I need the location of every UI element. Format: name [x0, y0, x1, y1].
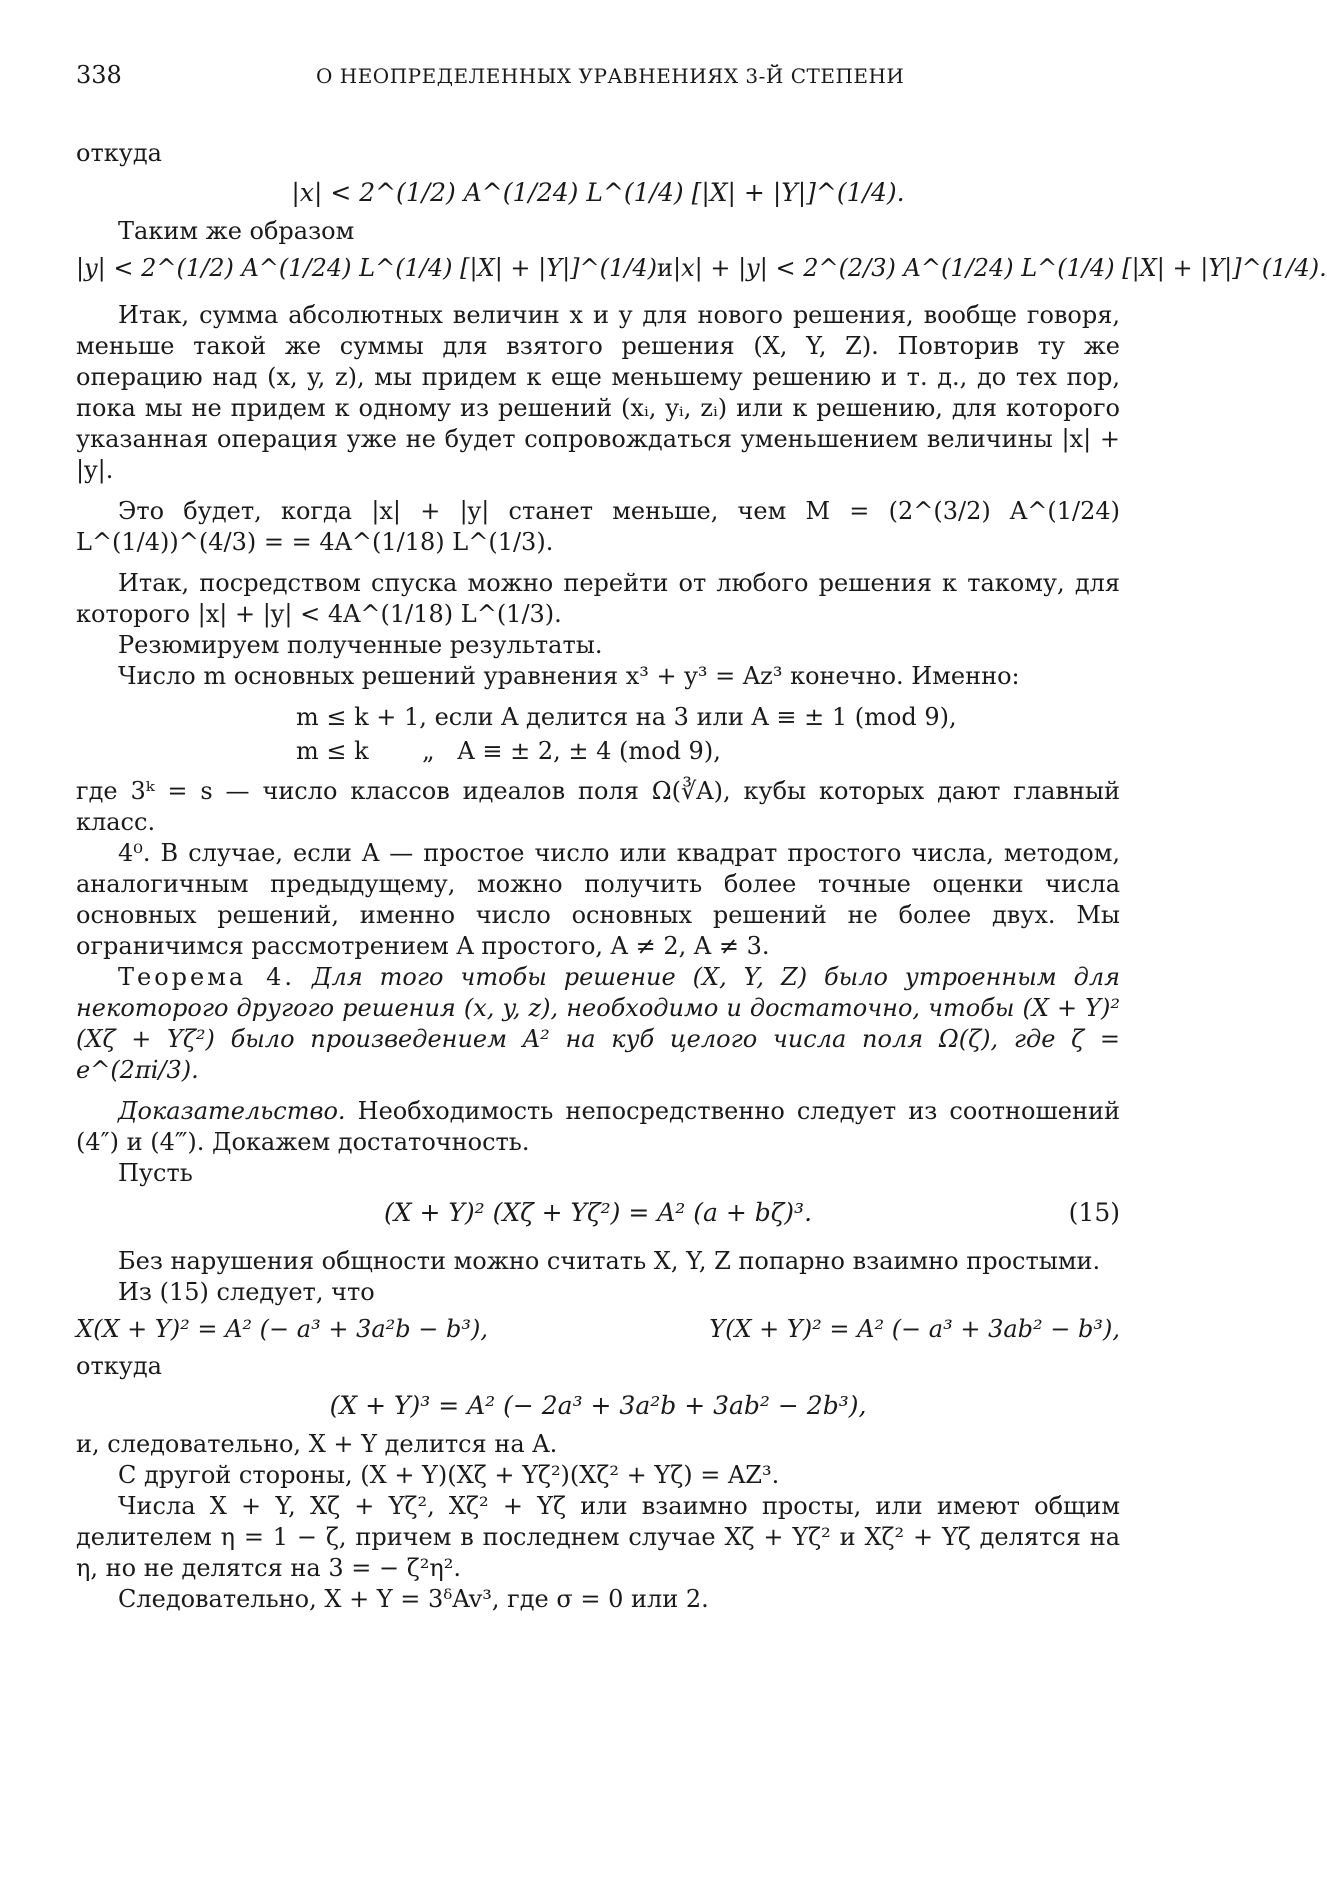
paragraph: Итак, посредством спуска можно перейти от любого решения к такому, для которого |x| + |y| < 4A^(1/18) L^(1/3). [76, 569, 1120, 628]
page-number: 338 [76, 61, 122, 89]
proof-label: Доказательство. [118, 1097, 346, 1125]
formula: |y| < 2^(1/2) A^(1/24) L^(1/4) [|X| + |Y|]^(1/4) [76, 254, 658, 282]
paragraph: Без нарушения общности можно считать X, Y, Z попарно взаимно простыми. [118, 1247, 1101, 1275]
conjunction: и [657, 254, 674, 282]
paragraph: С другой стороны, (X + Y)(Xζ + Yζ²)(Xζ² + Yζ) = AZ³. [118, 1461, 780, 1489]
paragraph: и, следовательно, X + Y делится на A. [76, 1430, 558, 1458]
paragraph: Число m основных решений уравнения x³ + y³ = Az³ конечно. Именно: [118, 662, 1020, 690]
theorem [76, 962, 1120, 1086]
page-header [76, 60, 1120, 110]
case-line: m ≤ k + 1, если A делится на 3 или A ≡ ± 1 (mod 9), [296, 703, 957, 731]
paragraph: 4⁰. В случае, если A — простое число или квадрат простого числа, методом, аналогичным предыдущему, можно получить более точные оценки числа основных решений, именно число основных решений не более двух. Мы ограничимся рассмотрением A простого, A ≠ 2, A ≠ 3. [76, 839, 1120, 960]
text-line: откуда [76, 139, 162, 167]
paragraph: Это будет, когда |x| + |y| станет меньше, чем M = (2^(3/2) A^(1/24) L^(1/4))^(4/3) = = 4A^(1/18) L^(1/3). [76, 497, 1120, 556]
formula-row [76, 1314, 1120, 1345]
paragraph: Итак, сумма абсолютных величин x и y для нового решения, вообще говоря, меньше такой же суммы для взятого решения (X, Y, Z). Повторив ту же операцию над (x, y, z), мы придем к еще меньшему решению и т. д., до тех пор, пока мы не придем к одному из решений (xᵢ, yᵢ, zᵢ) или к решению, для которого указанная операция уже не будет сопровождаться уменьшением величины |x| + |y|. [76, 301, 1120, 484]
paragraph: где 3ᵏ = s — число классов идеалов поля Ω(∛A), кубы которых дают главный класс. [76, 777, 1120, 836]
proof [76, 1096, 1120, 1158]
paragraph: Резюмируем полученные результаты. [118, 631, 603, 659]
case-line: m ≤ k „ A ≡ ± 2, ± 4 (mod 9), [296, 737, 721, 765]
formula: (X + Y)² (Xζ + Yζ²) = A² (a + bζ)³. [383, 1198, 813, 1227]
paragraph: Числа X + Y, Xζ + Yζ², Xζ² + Yζ или взаимно просты, или имеют общим делителем η = 1 − ζ, причем в последнем случае Xζ + Yζ² и Xζ² + Yζ делятся на η, но не делятся на 3 = − ζ²η². [76, 1492, 1120, 1582]
theorem-text: Для того чтобы решение (X, Y, Z) было утроенным для некоторого другого решения (x, y, z), необходимо и достаточно, чтобы (X + Y)² (Xζ + Yζ²) было произведением A² на куб целого числа поля Ω(ζ), где ζ = e^(2πi/3). [76, 963, 1120, 1084]
theorem-label: Теорема 4. [118, 963, 296, 991]
case-list [296, 700, 1120, 768]
running-title: О НЕОПРЕДЕЛЕННЫХ УРАВНЕНИЯХ 3-Й СТЕПЕНИ [316, 64, 905, 88]
formula: |x| < 2^(1/2) A^(1/24) L^(1/4) [|X| + |Y|]^(1/4). [291, 178, 905, 207]
equation-number: (15) [1068, 1198, 1120, 1227]
formula: Y(X + Y)² = A² (− a³ + 3ab² − b³), [709, 1315, 1120, 1343]
formula-row [76, 253, 1327, 284]
text-line: Таким же образом [118, 217, 355, 245]
formula-row [76, 1197, 1120, 1228]
text-line: Пусть [118, 1159, 193, 1187]
paragraph: Следовательно, X + Y = 3ᵟAv³, где σ = 0 или 2. [118, 1585, 709, 1613]
text-line: Из (15) следует, что [118, 1278, 375, 1306]
formula: X(X + Y)² = A² (− a³ + 3a²b − b³), [76, 1315, 488, 1343]
text-line: откуда [76, 1352, 162, 1380]
proof-text: Необходимость непосредственно следует из соотношений (4″) и (4‴). Докажем достаточность. [76, 1097, 1120, 1156]
formula: |x| + |y| < 2^(2/3) A^(1/24) L^(1/4) [|X| + |Y|]^(1/4). [673, 254, 1327, 282]
formula: (X + Y)³ = A² (− 2a³ + 3a²b + 3ab² − 2b³), [329, 1391, 867, 1420]
